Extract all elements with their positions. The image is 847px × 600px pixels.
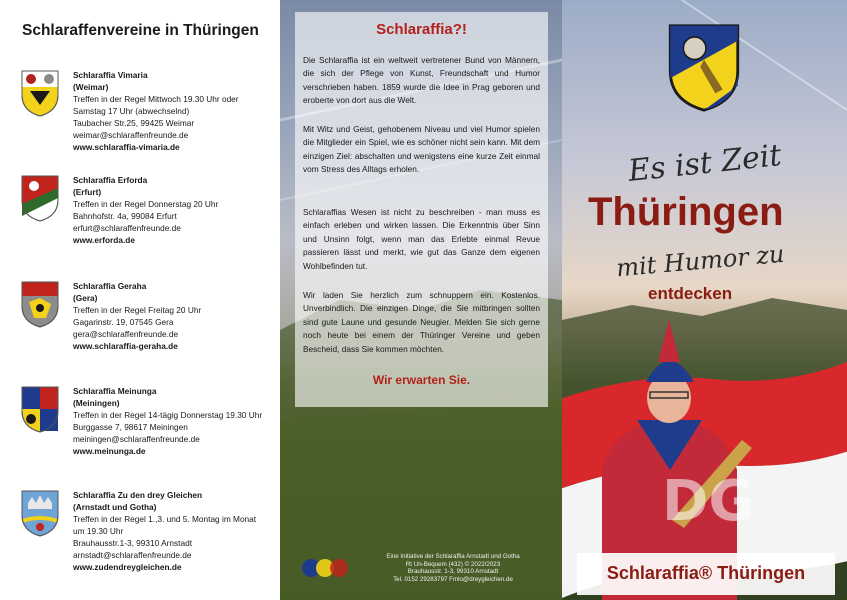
club-detail-line: Treffen in der Regel 14-tägig Donnerstag 19.30 Uhr	[73, 410, 263, 420]
initiative-logo-icon	[300, 554, 350, 582]
footer-line: Rt Un-Bequem (432) © 2022/2023	[405, 560, 501, 568]
club-region: (Weimar)	[73, 82, 109, 92]
club-detail-line: Burggasse 7, 98617 Meiningen	[73, 422, 188, 432]
club-region: (Meiningen)	[73, 398, 120, 408]
schlaraffia-uhu-emblem-icon	[666, 22, 742, 112]
tagline-entdecken: entdecken	[648, 284, 733, 303]
club-email[interactable]: arnstadt@schlaraffenfreunde.de	[73, 550, 192, 560]
club-name: Schlaraffia Zu den drey Gleichen	[73, 490, 203, 500]
drey-gleichen-coat-of-arms-icon	[20, 489, 60, 537]
footer-contact[interactable]: Tel. 0152 29283797 Fmlo@dreygleichen.de	[393, 575, 513, 583]
club-detail-line: Treffen in der Regel Freitag 20 Uhr	[73, 305, 202, 315]
footer-line: Eine Initiative der Schlaraffia Arnstadt und Gotha	[386, 553, 520, 560]
club-detail-line: Brauhausstr.1-3, 99310 Arnstadt	[73, 538, 193, 548]
club-website-link[interactable]: www.zudendreygleichen.de	[73, 562, 182, 572]
about-paragraph: Mit Witz und Geist, gehobenem Niveau und viel Humor spielen die Mitglieder ein Spiel, wie es schöner nicht sein kann. Mit dem einzigen Ziel: abschalten und wenigstens eine kurze Zeit einmal vom Stress des Alltags erholen.	[303, 124, 540, 175]
cover-panel	[562, 0, 847, 600]
club-name: Schlaraffia Vimaria	[73, 70, 148, 80]
svg-text:DG: DG	[662, 469, 755, 534]
club-email[interactable]: erfurt@schlaraffenfreunde.de	[73, 223, 181, 233]
tagline-mit-humor-zu: mit Humor zu	[615, 239, 786, 283]
club-detail-line: Treffen in der Regel 1.,3. und 5. Montag im Monat	[73, 514, 257, 524]
about-paragraph: Schlaraffias Wesen ist nicht zu beschreiben - man muss es einfach erleben und wirken lassen. Die Erkenntnis über Sinn und Unsinn folgt, wenn man das Erlebte einmal Revue passieren lässt und merkt, wie gut das Ganze dem eigenen Wohlbefinden tut.	[303, 207, 540, 271]
closing-line: Wir erwarten Sie.	[372, 373, 471, 387]
club-detail-line: Treffen in der Regel Donnerstag 20 Uhr	[73, 199, 219, 209]
club-region: (Arnstadt und Gotha)	[73, 502, 157, 512]
club-email[interactable]: gera@schlaraffenfreunde.de	[73, 329, 179, 339]
club-detail-line: Samstag 17 Uhr (abwechselnd)	[73, 106, 190, 116]
about-heading: Schlaraffia?!	[376, 21, 467, 38]
club-name: Schlaraffia Erforda	[73, 175, 148, 185]
initiative-footer	[353, 553, 553, 583]
club-website-link[interactable]: www.schlaraffia-geraha.de	[73, 341, 178, 351]
vimaria-coat-of-arms-icon	[20, 69, 60, 117]
club-detail-line: Gagarinstr. 19, 07545 Gera	[73, 317, 174, 327]
clubs-panel-title: Schlaraffenvereine in Thüringen	[22, 22, 259, 39]
club-detail-line: um 19.30 Uhr	[73, 526, 124, 536]
club-email[interactable]: weimar@schlaraffenfreunde.de	[73, 130, 189, 140]
club-website-link[interactable]: www.schlaraffia-vimaria.de	[73, 142, 180, 152]
club-website-link[interactable]: www.erforda.de	[73, 235, 135, 245]
club-website-link[interactable]: www.meinunga.de	[73, 446, 146, 456]
about-panel	[280, 0, 562, 600]
tagline-thueringen: Thüringen	[588, 190, 784, 234]
meinunga-coat-of-arms-icon	[20, 385, 60, 433]
club-detail-line: Treffen in der Regel Mittwoch 19.30 Uhr oder	[73, 94, 239, 104]
tagline-es-ist-zeit: Es ist Zeit	[626, 138, 784, 189]
cover-title: Schlaraffia® Thüringen	[606, 563, 806, 583]
footer-line: Brauhausstr. 1-3, 99310 Arnstadt	[407, 568, 499, 576]
about-paragraph: Die Schlaraffia ist ein weltweit vertretener Bund von Männern, die sich der Pflege von Kunst, Freundschaft und Humor verschrieben haben. 1859 wurde die Idee in Prag geboren und eroberte von dort aus die Welt.	[303, 55, 540, 106]
geraha-coat-of-arms-icon	[20, 280, 60, 328]
club-name: Schlaraffia Geraha	[73, 281, 147, 291]
clubs-panel	[0, 0, 280, 600]
club-name: Schlaraffia Meinunga	[73, 386, 157, 396]
club-detail-line: Bahnhofstr. 4a, 99084 Erfurt	[73, 211, 177, 221]
club-region: (Erfurt)	[73, 187, 102, 197]
about-paragraph: Wir laden Sie herzlich zum schnuppern ein. Kostenlos. Unverbindlich. Die einzigen Dinge, die Sie mitbringen sollten sind gute Laune und gesunde Neugier. Melden Sie sich gerne noch heute bei einem der Thüringer Vereine und geben Bescheid, dass Sie kommen möchten.	[303, 290, 540, 354]
club-region: (Gera)	[73, 293, 98, 303]
erforda-coat-of-arms-icon	[20, 174, 60, 222]
club-email[interactable]: meiningen@schlaraffenfreunde.de	[73, 434, 200, 444]
club-detail-line: Taubacher Str.25, 99425 Weimar	[73, 118, 195, 128]
